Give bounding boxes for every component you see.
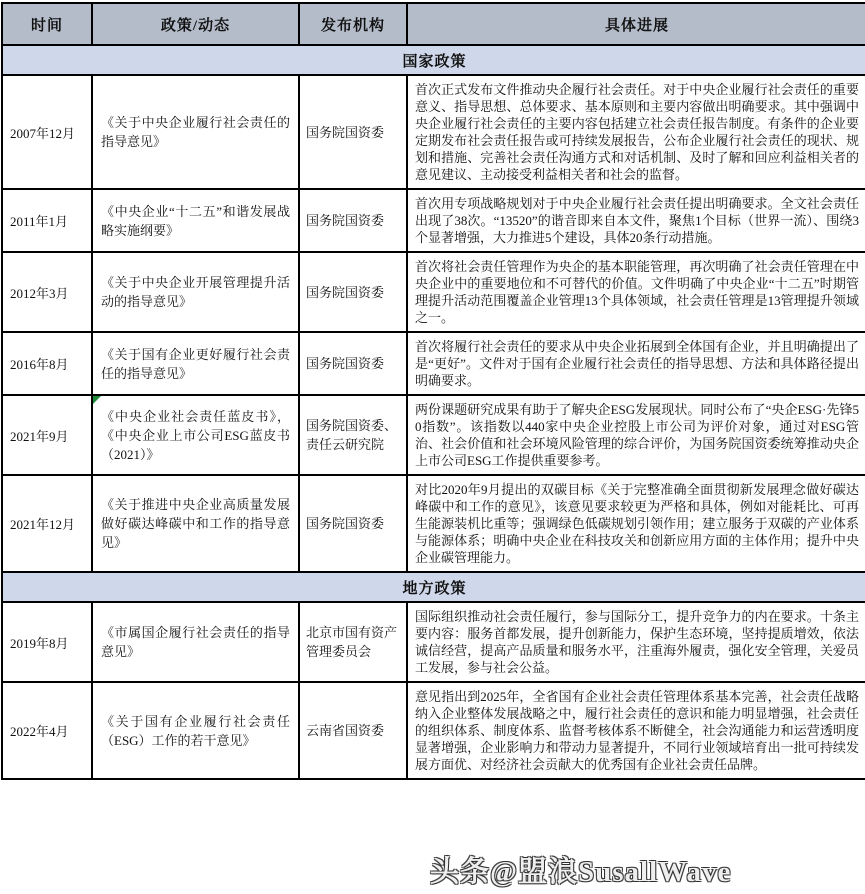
table-row <box>2 475 865 572</box>
detail-cell: 意见指出到2025年，全省国有企业社会责任管理体系基本完善，社会责任战略纳入企业整体发展战略之中，履行社会责任的意识和能力明显增强，社会责任的组织体系、制度体系、监督考核体系不断健全，社会沟通能力和运营透明度显著增强，企业影响力和带动力显著提升，不同行业领域培育出一批可持续发展方面优、对经济社会贡献大的优秀国有企业社会责任品牌。 <box>407 682 865 779</box>
detail-cell: 首次将社会责任管理作为央企的基本职能管理，再次明确了社会责任管理在中央企业中的重要地位和不可替代的价值。文件明确了中央企业“十二五”时期管理提升活动范围覆盖企业管理13个具体领域，社会责任管理是13管理提升领域之一。 <box>407 252 865 332</box>
policy-title: 《关于推进中央企业高质量发展做好碳达峰碳中和工作的指导意见》 <box>101 497 290 550</box>
policy-cell <box>92 189 299 252</box>
policy-title: 《关于国有企业更好履行社会责任的指导意见》 <box>101 346 290 381</box>
watermark: 头条@盟浪SusallWave <box>430 856 732 888</box>
table-row <box>2 682 865 779</box>
policy-title: 《关于国有企业履行社会责任（ESG）工作的若干意见》 <box>101 713 290 748</box>
table-row <box>2 189 865 252</box>
time-cell: 2016年8月 <box>2 332 92 395</box>
policy-table <box>1 2 865 780</box>
column-header-agency: 发布机构 <box>299 3 407 45</box>
time-cell: 2012年3月 <box>2 252 92 332</box>
section-title: 国家政策 <box>2 45 865 75</box>
table-row <box>2 75 865 189</box>
detail-cell: 首次将履行社会责任的要求从中央企业拓展到全体国有企业，并且明确提出了是“更好”。文件对于国有企业履行社会责任的指导思想、方法和具体路径提出明确要求。 <box>407 332 865 395</box>
agency-cell: 国务院国资委 <box>299 332 407 395</box>
header-row <box>2 3 865 45</box>
policy-title: 《中央企业社会责任蓝皮书》，《中央企业上市公司ESG蓝皮书（2021）》 <box>101 408 290 462</box>
time-cell: 2022年4月 <box>2 682 92 779</box>
section-header-row <box>2 572 865 602</box>
table-row <box>2 252 865 332</box>
section-header-row <box>2 45 865 75</box>
time-cell: 2011年1月 <box>2 189 92 252</box>
time-cell: 2019年8月 <box>2 602 92 682</box>
policy-cell <box>92 475 299 572</box>
detail-cell: 两份课题研究成果有助于了解央企ESG发展现状。同时公布了“央企ESG·先锋50指数”。该指数以440家中央企业控股上市公司为评价对象，通过对ESG管治、社会价值和社会环境风险管理的综合评价，为国务院国资委统筹推动央企上市公司ESG工作提供重要参考。 <box>407 395 865 475</box>
agency-cell: 北京市国有资产管理委员会 <box>299 602 407 682</box>
table-row <box>2 395 865 475</box>
section-title: 地方政策 <box>2 572 865 602</box>
column-header-detail: 具体进展 <box>407 3 865 45</box>
policy-cell <box>92 395 299 475</box>
detail-cell: 首次用专项战略规划对于中央企业履行社会责任提出明确要求。全文社会责任出现了38次。“13520”的谐音即来自本文件，聚焦1个目标（世界一流）、围绕3个显著增强，大力推进5个建设，具体20条行动措施。 <box>407 189 865 252</box>
policy-cell <box>92 602 299 682</box>
policy-cell <box>92 682 299 779</box>
policy-title: 《关于中央企业履行社会责任的指导意见》 <box>101 115 290 149</box>
policy-title: 《关于中央企业开展管理提升活动的指导意见》 <box>101 275 290 309</box>
policy-title: 《市属国企履行社会责任的指导意见》 <box>101 625 290 659</box>
agency-cell: 国务院国资委 <box>299 189 407 252</box>
agency-cell: 国务院国资委 <box>299 75 407 189</box>
policy-title: 《中央企业“十二五”和谐发展战略实施纲要》 <box>101 203 290 238</box>
agency-cell: 国务院国资委 <box>299 475 407 572</box>
column-header-time: 时间 <box>2 3 92 45</box>
agency-cell: 国务院国资委、责任云研究院 <box>299 395 407 475</box>
cell-corner-marker-icon <box>93 396 101 404</box>
table-row <box>2 332 865 395</box>
table-row <box>2 602 865 682</box>
time-cell: 2021年12月 <box>2 475 92 572</box>
detail-cell: 国际组织推动社会责任履行，参与国际分工，提升竞争力的内在要求。十条主要内容：服务首都发展，提升创新能力，保护生态环境，坚持提质增效，依法诚信经营，提高产品质量和服务水平，注重海外履责，强化安全管理，关爱员工发展，参与社会公益。 <box>407 602 865 682</box>
policy-cell <box>92 252 299 332</box>
time-cell: 2021年9月 <box>2 395 92 475</box>
detail-cell: 首次正式发布文件推动央企履行社会责任。对于中央企业履行社会责任的重要意义、指导思想、总体要求、基本原则和主要内容做出明确要求。其中强调中央企业履行社会责任的主要内容包括建立社会责任报告制度。有条件的企业要定期发布社会责任报告或可持续发展报告，公布企业履行社会责任的现状、规划和措施、完善社会责任沟通方式和对话机制、及时了解和回应利益相关者的意见建议、主动接受利益相关者和社会的监督。 <box>407 75 865 189</box>
time-cell: 2007年12月 <box>2 75 92 189</box>
agency-cell: 云南省国资委 <box>299 682 407 779</box>
detail-cell: 对比2020年9月提出的双碳目标《关于完整准确全面贯彻新发展理念做好碳达峰碳中和工作的意见》，该意见要求较更为严格和具体，例如对能耗比、可再生能源装机比重等；强调绿色低碳规划引领作用；建立服务于双碳的产业体系与能源体系；明确中央企业在科技攻关和创新应用方面的主体作用；提升中央企业碳管理能力。 <box>407 475 865 572</box>
policy-cell <box>92 75 299 189</box>
column-header-policy: 政策/动态 <box>92 3 299 45</box>
policy-cell <box>92 332 299 395</box>
agency-cell: 国务院国资委 <box>299 252 407 332</box>
